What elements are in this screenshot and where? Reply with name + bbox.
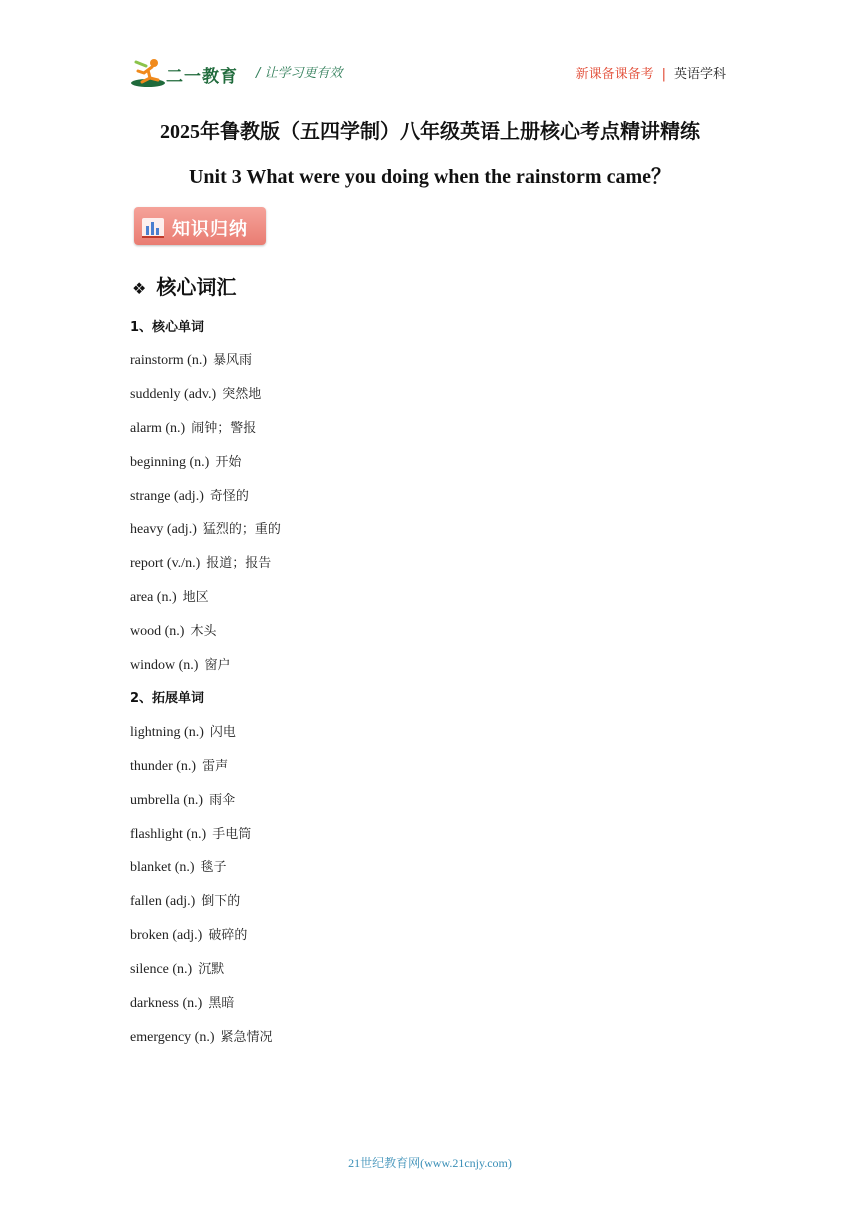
header-subject-label: 英语学科 bbox=[673, 67, 726, 82]
section-heading bbox=[132, 271, 236, 300]
vocab-english: umbrella (n.) bbox=[130, 793, 204, 808]
group-heading: 1、核心单词 bbox=[130, 320, 205, 335]
vocab-chinese: 沉默 bbox=[198, 962, 225, 977]
vocab-chinese: 手电筒 bbox=[212, 827, 252, 842]
vocab-chinese: 窗户 bbox=[204, 658, 231, 673]
page-footer: 21世纪教育网(www.21cnjy.com) bbox=[348, 1156, 512, 1170]
header-subject bbox=[576, 63, 726, 82]
vocab-english: broken (adj.) bbox=[130, 928, 203, 943]
vocab-item bbox=[130, 518, 281, 538]
vocab-item bbox=[130, 451, 241, 471]
badge-label: 知识归纳 bbox=[172, 219, 248, 240]
document-title: 2025年鲁教版（五四学制）八年级英语上册核心考点精讲精练 bbox=[160, 121, 700, 143]
vocab-chinese: 黑暗 bbox=[208, 996, 235, 1011]
vocab-item bbox=[130, 349, 252, 369]
vocab-item bbox=[130, 958, 224, 978]
vocab-chinese: 暴风雨 bbox=[212, 353, 252, 368]
vocab-english: rainstorm (n.) bbox=[130, 353, 207, 368]
vocab-chinese: 雷声 bbox=[202, 759, 229, 774]
vocab-item bbox=[130, 485, 249, 505]
vocab-chinese: 地区 bbox=[182, 590, 209, 605]
knowledge-summary-badge bbox=[134, 207, 266, 245]
vocab-english: beginning (n.) bbox=[130, 455, 210, 470]
vocab-chinese: 木头 bbox=[190, 624, 217, 639]
vocab-chinese: 开始 bbox=[215, 455, 242, 470]
vocab-english: darkness (n.) bbox=[130, 996, 203, 1011]
vocab-item bbox=[130, 890, 240, 910]
vocab-item bbox=[130, 856, 227, 876]
vocab-english: window (n.) bbox=[130, 658, 199, 673]
vocab-item bbox=[130, 552, 271, 572]
vocab-english: lightning (n.) bbox=[130, 725, 204, 740]
vocab-english: silence (n.) bbox=[130, 962, 193, 977]
vocab-chinese: 猛烈的；重的 bbox=[202, 522, 281, 537]
section-title: 核心词汇 bbox=[156, 275, 237, 299]
vocab-english: thunder (n.) bbox=[130, 759, 197, 774]
runner-logo-icon bbox=[130, 56, 170, 90]
vocab-item bbox=[130, 924, 247, 944]
group-heading: 2、拓展单词 bbox=[130, 691, 205, 706]
vocab-item bbox=[130, 383, 261, 403]
logo-text: 二一教育 bbox=[166, 67, 238, 87]
vocab-english: suddenly (adv.) bbox=[130, 387, 217, 402]
vocab-english: area (n.) bbox=[130, 590, 177, 605]
vocab-chinese: 雨伞 bbox=[209, 793, 236, 808]
vocab-chinese: 倒下的 bbox=[201, 894, 241, 909]
vocab-chinese: 报道；报告 bbox=[206, 556, 272, 571]
vocab-item bbox=[130, 417, 256, 437]
vocab-item bbox=[130, 586, 209, 606]
header-tagline: 新课备课备考 bbox=[575, 67, 654, 82]
vocab-english: heavy (adj.) bbox=[130, 522, 197, 537]
vocab-item bbox=[130, 654, 230, 674]
unit-title: Unit 3 What were you doing when the rainstorm came？ bbox=[188, 166, 672, 188]
vocab-english: flashlight (n.) bbox=[130, 827, 207, 842]
slogan: / 让学习更有效 bbox=[256, 66, 343, 81]
vocab-english: wood (n.) bbox=[130, 624, 185, 639]
vocab-english: emergency (n.) bbox=[130, 1030, 215, 1045]
vocab-item bbox=[130, 620, 216, 640]
diamond-bullet-icon: ❖ bbox=[132, 279, 147, 298]
vocab-item bbox=[130, 1026, 273, 1046]
vocab-chinese: 奇怪的 bbox=[209, 489, 249, 504]
vocab-item bbox=[130, 721, 236, 741]
vocab-chinese: 紧急情况 bbox=[220, 1030, 273, 1045]
vocab-item bbox=[130, 789, 235, 809]
vocab-english: blanket (n.) bbox=[130, 860, 195, 875]
vocab-chinese: 闪电 bbox=[209, 725, 236, 740]
vocab-item bbox=[130, 823, 251, 843]
header-separator: | bbox=[661, 67, 666, 82]
vocab-chinese: 毯子 bbox=[200, 860, 227, 875]
page-header bbox=[130, 56, 730, 90]
vocab-item bbox=[130, 755, 228, 775]
vocab-item bbox=[130, 992, 234, 1012]
vocab-english: strange (adj.) bbox=[130, 489, 204, 504]
vocab-english: report (v./n.) bbox=[130, 556, 201, 571]
vocab-chinese: 突然地 bbox=[222, 387, 262, 402]
vocab-english: alarm (n.) bbox=[130, 421, 186, 436]
vocab-chinese: 破碎的 bbox=[208, 928, 248, 943]
vocab-chinese: 闹钟；警报 bbox=[191, 421, 257, 436]
vocab-english: fallen (adj.) bbox=[130, 894, 196, 909]
book-chart-icon bbox=[140, 214, 166, 240]
brand-logo bbox=[130, 56, 242, 90]
